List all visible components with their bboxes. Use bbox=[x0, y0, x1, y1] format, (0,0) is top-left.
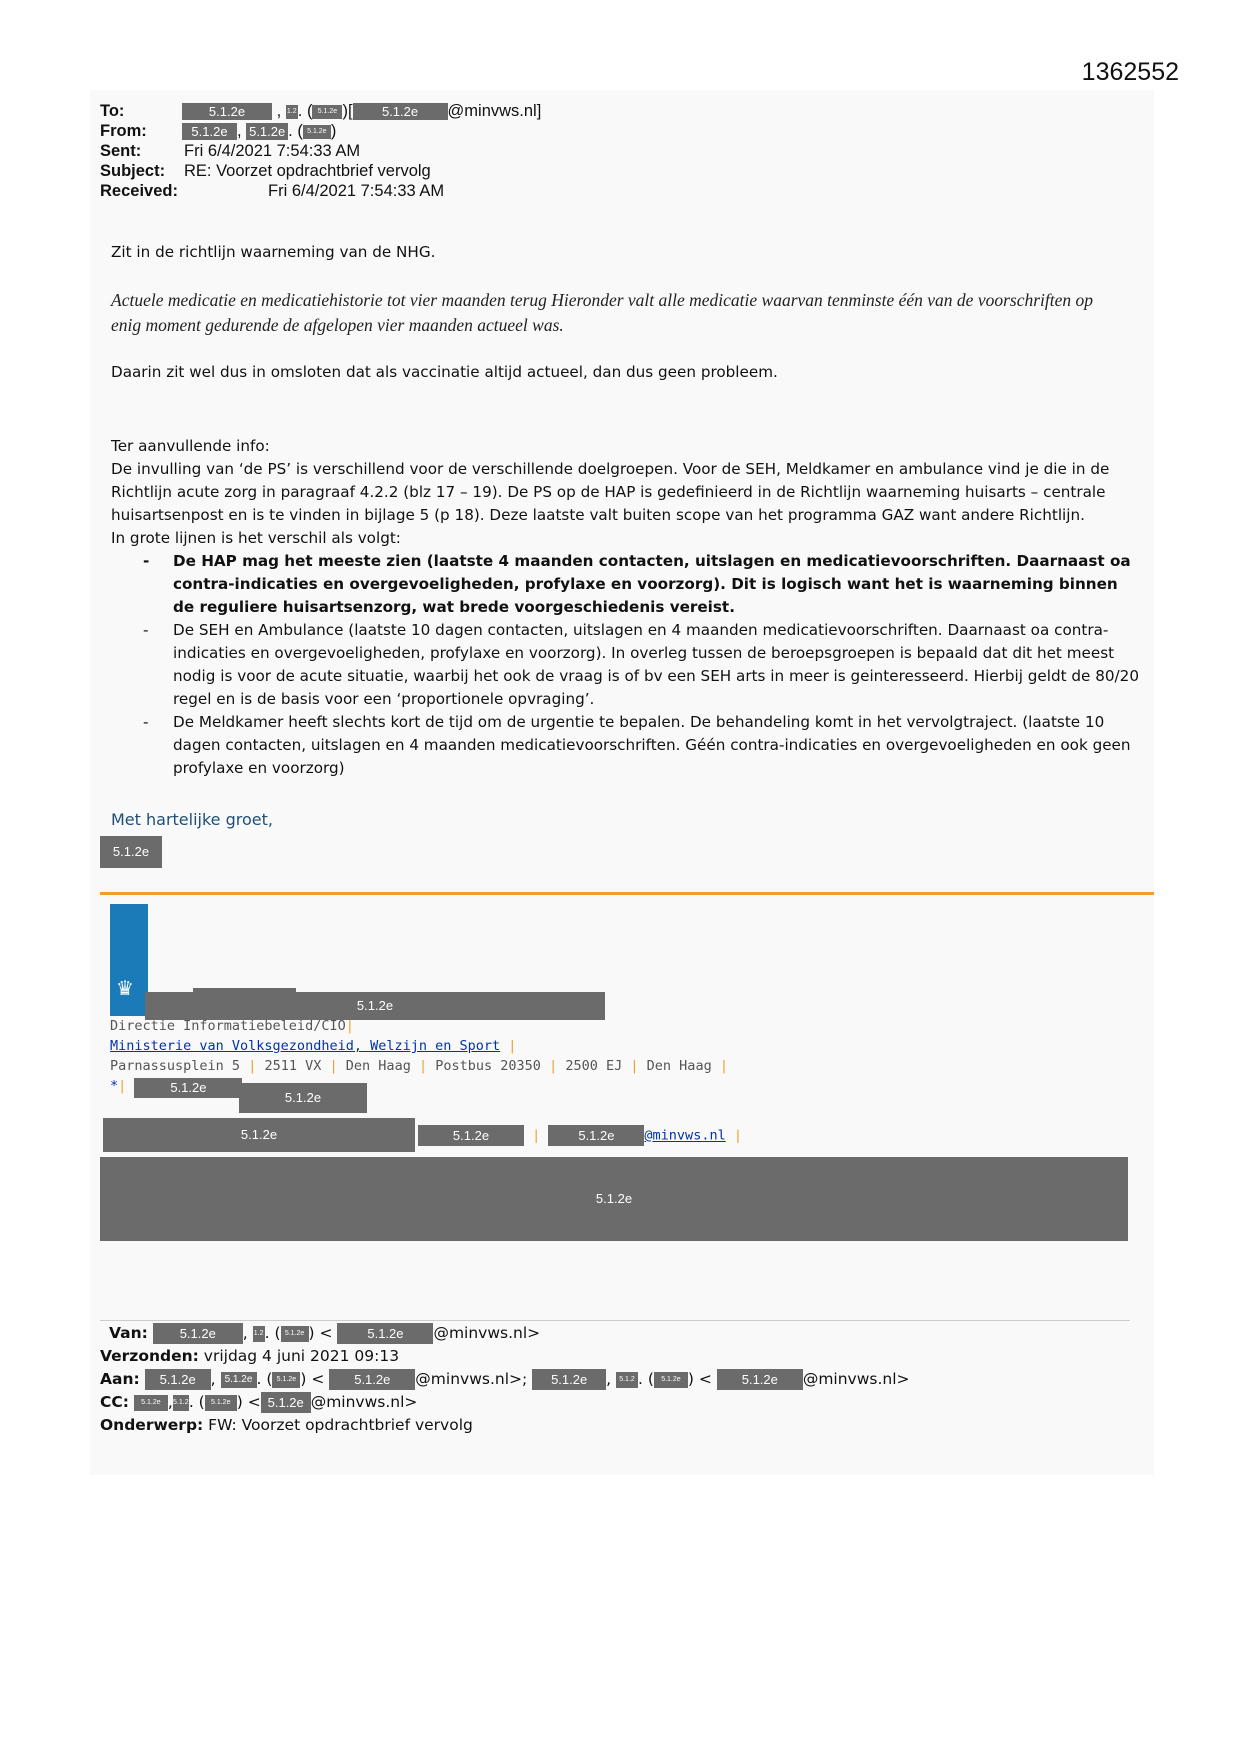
list-item: - De HAP mag het meeste zien (laatste 4 maanden contacten, uitslagen en medicatievoorschriften. Daarnaast oa contra-indicaties en overgevoeligheden, profylaxe en voorzorg). Dit is logisch want het is waarneming binnen de reguliere huisartsenzorg, wat brede voorgeschiedenis vereist. bbox=[111, 550, 1141, 619]
aan-label: Aan: bbox=[100, 1370, 140, 1388]
redaction: 5.1.2e bbox=[353, 103, 448, 120]
redaction: 5.1.2e bbox=[717, 1369, 803, 1390]
list-item: - De Meldkamer heeft slechts kort de tijd om de urgentie te bepalen. De behandeling komt in het vervolgtraject. (laatste 10 dagen contacten, uitslagen en 4 maanden medicatievoorschriften. Géén contra-indicaties en overgevoeligheden en ook geen profylaxe en voorzorg) bbox=[111, 711, 1141, 780]
sent-value: Fri 6/4/2021 7:54:33 AM bbox=[184, 142, 361, 160]
redaction: 5.1.2e bbox=[182, 123, 237, 140]
received-value: Fri 6/4/2021 7:54:33 AM bbox=[268, 182, 445, 200]
redaction: 5.1.2 bbox=[616, 1372, 638, 1388]
signature-email: 5.1.2e | 5.1.2e @minvws.nl | bbox=[418, 1125, 742, 1146]
redaction: 5.1.2e bbox=[134, 1395, 168, 1411]
forward-header: Van: 5.1.2e , 1.2. ( 5.1.2e ) < 5.1.2e @minvws.nl> Verzonden: vrijdag 4 juni 2021 09:13 Aan: 5.1.2e , 5.1.2e . ( 5.1.2e ) < 5.1.2e @minvws.nl>; 5.1.2e , 5.1.2 . ( 5.1.2e ) < 5.1.2e @minvws.nl> CC: 5.1.2e ,5.1.2. ( 5.1.2e ) < 5.1.2e @minvws.nl> Onderwerp: FW: Voorzet opdrachtbrief vervolg bbox=[100, 1324, 910, 1434]
redaction: 5.1.2e bbox=[532, 1369, 606, 1390]
redaction: 5.1.2e bbox=[418, 1125, 524, 1146]
redaction: 5.1.2e bbox=[153, 1323, 243, 1344]
onderwerp-label: Onderwerp: bbox=[100, 1416, 204, 1434]
greeting: Met hartelijke groet, bbox=[111, 810, 273, 829]
body-paragraph: Daarin zit wel dus in omsloten dat als vaccinatie altijd actueel, dan dus geen probleem. bbox=[111, 363, 778, 381]
redaction: 5.1.2e bbox=[281, 1326, 309, 1342]
quote: Actuele medicatie en medicatiehistorie tot vier maanden terug Hieronder valt alle medicatie waarvan tenminste één van de voorschriften op enig moment gedurende de afgelopen vier maanden actueel was. bbox=[111, 290, 1094, 335]
redaction: 5.1.2 bbox=[173, 1395, 189, 1411]
redaction: 5.1.2e bbox=[100, 1157, 1128, 1241]
info-text: De invulling van ‘de PS’ is verschillend voor de verschillende doelgroepen. Voor de SEH, Meldkamer en ambulance vind je die in de Richtlijn acute zorg in paragraaf 4.2.2 (blz 17 – 19). De PS op de HAP is gedefinieerd in de Richtlijn waarneming huisarts – centrale huisartsenpost en is te vinden in bijlage 5 (p 18). Deze laatste valt buiten scope van het programma GAZ want andere Richtlijn. bbox=[111, 460, 1110, 524]
signature-ministry: Ministerie van Volksgezondheid, Welzijn en Sport | bbox=[110, 1038, 517, 1054]
signature-dept: Directie Informatiebeleid/CIO| bbox=[110, 1018, 354, 1034]
received-label: Received: bbox=[100, 182, 178, 200]
redaction: 5.1.2e bbox=[145, 1369, 211, 1390]
info-lead: In grote lijnen is het verschil als volgt: bbox=[111, 529, 401, 547]
redaction: 5.1.2e bbox=[312, 105, 342, 119]
document-number: 1362552 bbox=[1081, 58, 1179, 86]
redaction: 5.1.2e bbox=[182, 103, 272, 120]
info-section bbox=[111, 435, 1141, 780]
redaction: 5.1.2e bbox=[548, 1125, 644, 1146]
redaction: 1.2 bbox=[253, 1326, 265, 1342]
from-label: From: bbox=[100, 122, 147, 140]
redaction: 5.1.2e bbox=[221, 1372, 257, 1388]
to-label: To: bbox=[100, 102, 125, 120]
redaction: 5.1.2e bbox=[239, 1083, 367, 1113]
signature-phone: *| 5.1.2e bbox=[110, 1078, 242, 1098]
signature-address: Parnassusplein 5 | 2511 VX | Den Haag | Postbus 20350 | 2500 EJ | Den Haag | bbox=[110, 1058, 728, 1074]
redaction: 5.1.2e bbox=[303, 125, 331, 139]
body-paragraph: Zit in de richtlijn waarneming van de NHG. bbox=[111, 243, 436, 261]
bullet-list bbox=[111, 550, 1141, 780]
divider bbox=[100, 1320, 1130, 1321]
onderwerp-value: FW: Voorzet opdrachtbrief vervolg bbox=[208, 1416, 473, 1434]
redaction: 1.2 bbox=[286, 105, 298, 119]
divider bbox=[100, 892, 1154, 895]
crown-icon: ♛ bbox=[116, 978, 134, 1000]
to-suffix: @minvws.nl] bbox=[447, 102, 542, 120]
list-item: - De SEH en Ambulance (laatste 10 dagen contacten, uitslagen en 4 maanden medicatievoorschriften. Daarnaast oa contra-indicaties en overgevoeligheden, profylaxe en voorzorg). In overleg tussen de beroepsgroepen is bepaald dat dit het meest nodig is voor de acute situatie, waarbij het ook de vraag is of bv een SEH arts in meer is geinteresseerd. Hierbij geldt de 80/20 regel en is de basis voor een ‘proportionele opvraging’. bbox=[111, 619, 1141, 711]
subject-value: RE: Voorzet opdrachtbrief vervolg bbox=[184, 162, 431, 180]
redaction: 5.1.2e bbox=[205, 1395, 237, 1411]
redaction: 5.1.2e bbox=[272, 1372, 300, 1388]
verzonden-label: Verzonden: bbox=[100, 1347, 199, 1365]
redaction: 5.1.2e bbox=[337, 1323, 433, 1344]
subject-label: Subject: bbox=[100, 162, 166, 180]
redaction: 5.1.2e bbox=[261, 1392, 311, 1413]
redaction: 5.1.2e bbox=[329, 1369, 415, 1390]
redaction: 5.1.2e bbox=[134, 1078, 242, 1098]
ministry-link[interactable]: Ministerie van Volksgezondheid, Welzijn en Sport bbox=[110, 1038, 501, 1054]
sent-label: Sent: bbox=[100, 142, 142, 160]
redaction: 5.1.2e bbox=[654, 1372, 688, 1388]
logo bbox=[110, 904, 148, 1016]
verzonden-value: vrijdag 4 juni 2021 09:13 bbox=[203, 1347, 400, 1365]
email-link[interactable]: @minvws.nl bbox=[644, 1127, 726, 1144]
info-title: Ter aanvullende info: bbox=[111, 437, 270, 455]
redaction: 5.1.2e bbox=[145, 992, 605, 1020]
redaction: 5.1.2e bbox=[246, 123, 288, 140]
redaction: 5.1.2e bbox=[103, 1118, 415, 1152]
cc-label: CC: bbox=[100, 1393, 129, 1411]
van-label: Van: bbox=[109, 1324, 148, 1342]
redaction: 5.1.2e bbox=[100, 836, 162, 868]
